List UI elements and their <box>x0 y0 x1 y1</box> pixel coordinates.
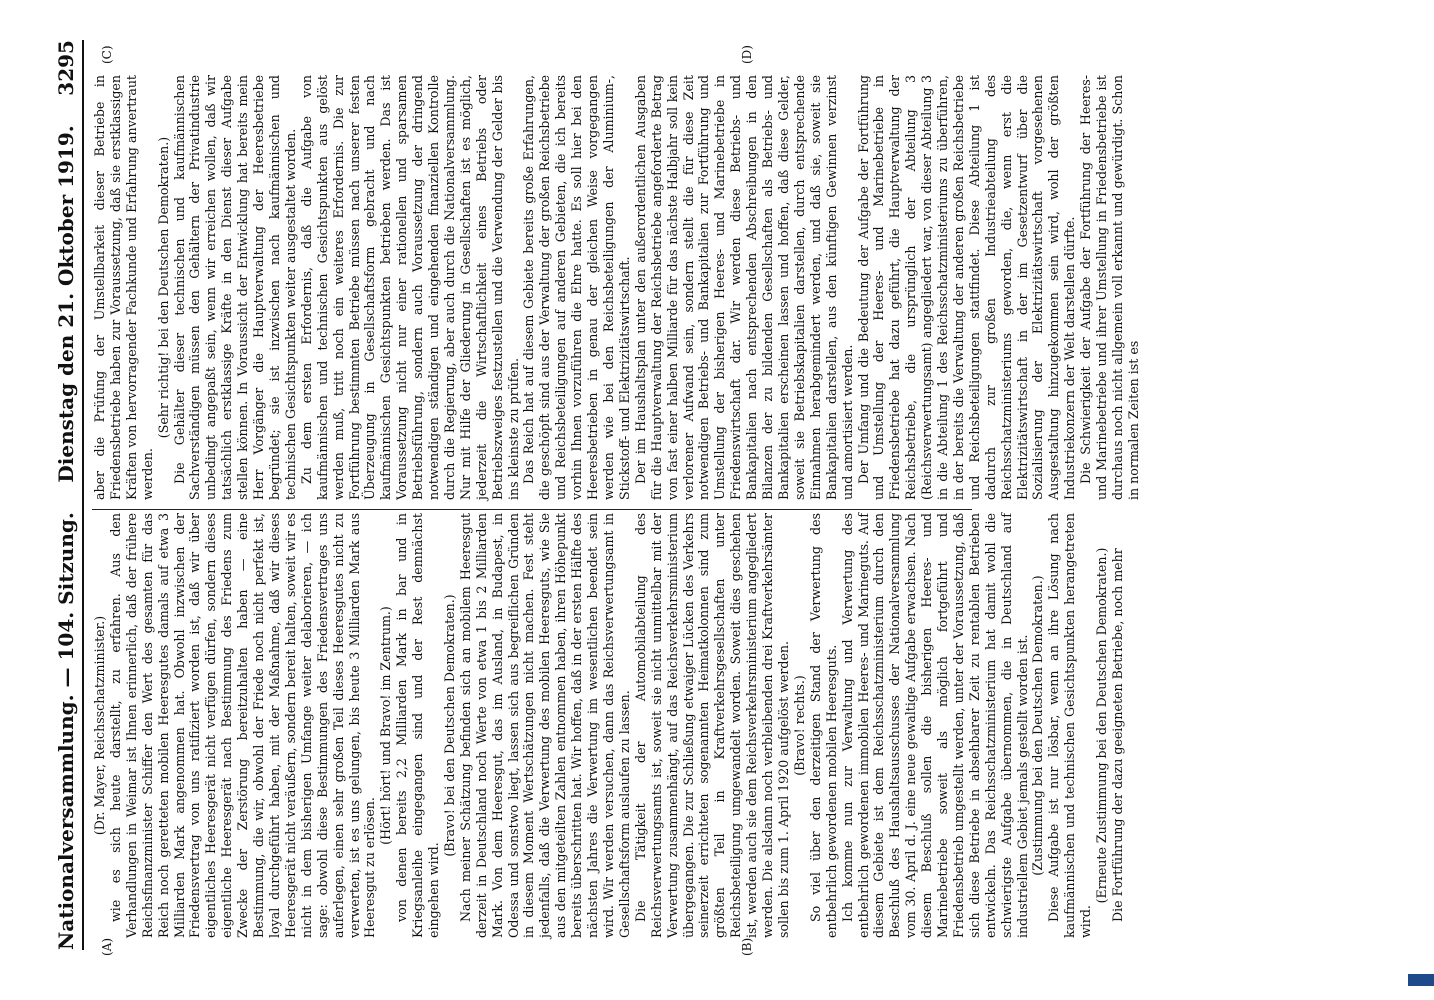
header-left: Nationalversammlung. — 104. Sitzung. <box>54 512 78 950</box>
margin-marker-d: (D) <box>740 45 754 64</box>
paragraph: Das Reich hat auf diesem Gebiete bereits große Erfahrungen, die geschöpft sind aus der Verwaltung der großen Reichsbetriebe und Reichsbeteiligungen auf anderen Gebieten, die ich bereits vorhin Ihnen vorzuführen die Ehre hatte. Es soll hier bei den Heeresbetrieben in genau der gleichen Weise vorgegangen werden wie bei den Reichsbeteiligungen der Aluminium-, Stickstoff- und Elektrizitätswirtschaft. <box>521 75 632 500</box>
paragraph: von denen bereits 2,2 Milliarden Mark in bar und in Kriegsanleihe eingegangen sind und der Rest demnächst eingehen wird. <box>394 513 442 938</box>
paragraph: (Bravo! bei den Deutschen Demokraten.) <box>441 594 457 857</box>
paragraph: Nach meiner Schätzung befinden sich an mobilem Heeresgut derzeit in Deutschland noch Werte von etwa 1 bis 2 Milliarden Mark. Von dem Heeresgut, das im Ausland, in Budapest, in Odessa und sonstwo liegt, lassen sich aus begreiflichen Gründen in diesem Moment Wertschätzungen nicht machen. Fest steht jedenfalls, daß die Verwertung des mobilen Heeresguts, wie Sie aus den mitgeteilten Zahlen entnommen haben, ihren Höhepunkt bereits überschritten hat. Wir hoffen, daß in der ersten Hälfte des nächsten Jahres die Verwertung im wesentlichen beendet sein wird. Wir werden versuchen, dann das Reichsverwertungsamt in Gesellschaftsform auslaufen zu lassen. <box>457 513 632 938</box>
paragraph: (Hört! hört! und Bravo! im Zentrum.) <box>378 606 394 845</box>
paragraph: (Bravo! rechts.) <box>791 675 807 776</box>
paragraph: (Sehr richtig! bei den Deutschen Demokraten.) <box>155 136 171 439</box>
paragraph: Der Umfang und die Bedeutung der Aufgabe der Fortführung und Umstellung der Heeres- und Marinebetriebe in Friedensbetriebe hat dazu geführt, die Hauptverwaltung der Reichsbetriebe, die ursprünglich der Abteilung 3 (Reichsverwertungsamt) angegliedert war, von dieser Abteilung 3 in die Abteilung 1 des Reichsschatzministeriums zu überführen, in der bereits die Verwaltung der anderen großen Reichsbetriebe und Reichsbeteiligungen stattfindet. Diese Abteilung 1 ist dadurch zur großen Industrieabteilung des Reichsschatzministeriums geworden, die, wenn erst die Elektrizitätswirtschaft in der im Gesetzentwurf über die Sozialisierung der Elektrizitätswirtschaft vorgesehenen Ausgestaltung hinzugekommen sein wird, wohl der größten Industriekonzern der Welt darstellen dürfte. <box>855 75 1078 500</box>
paragraph: Die Fortführung der dazu geeigneten Betriebe, noch mehr <box>1110 548 1125 922</box>
digitization-credit <box>1410 8 1430 988</box>
paragraph: Die Schwierigkeit der Aufgabe der Fortführung der Heeres- und Marinebetriebe und ihrer Umstellung in Friedensbetriebe ist durchaus noch nicht allgemein voll erkannt und gewürdigt. Schon in normalen Zeiten ist es <box>1078 75 1141 500</box>
margin-marker-b: (B) <box>740 937 754 956</box>
left-column <box>92 513 1126 938</box>
paragraph: Der im Haushaltsplan unter den außerordentlichen Ausgaben für die Hauptverwaltung der Reichsbetriebe angeforderte Betrag von fast einer halben Milliarde für das nächste Halbjahr soll kein verlorener Aufwand sein, sondern stellt die für diese Zeit notwendigen Betriebs- und Bankapitalien zur Fortführung und Umstellung der bisherigen Heeres- und Marinebetriebe in Friedenswirtschaft dar. Wir werden diese Betriebs- und Bankapitalien nach entsprechenden Abschreibungen in den Bilanzen der zu bildenden Gesellschaften als Betriebs- und Bankapitalien erscheinen lassen und hoffen, daß diese Gelder, soweit sie Betriebskapitalien darstellen, durch entsprechende Einnahmen herabgemindert werden, und daß sie, soweit sie Bankapitalien darstellen, aus den künftigen Gewinnen verzinst und amortisiert werden. <box>632 75 855 500</box>
paragraph: Die Tätigkeit der Automobilabteilung des Reichsverwertungsamts ist, soweit sie nicht unmittelbar mit der Verwertung zusammenhängt, auf das Reichsverkehrsministerium übergegangen. Die zur Schließung etwaiger Lücken des Verkehrs seinerzeit errichteten sogenannten Heimatkolonnen sind zum größten Teil in Kraftverkehrsgesellschaften unter Reichsbeteiligung umgewandelt worden. Soweit dies geschehen ist, werden auch sie dem Reichsverkehrsministerium angegliedert werden. Die alsdann noch verbleibenden drei Kraftverkehrsämter sollen bis zum 1. April 1920 aufgelöst werden. <box>632 513 791 938</box>
paragraph: (Zustimmung bei den Deutschen Demokraten.) <box>1030 575 1046 876</box>
paragraph: Ich komme nun zur Verwaltung und Verwertung des entbehrlich gewordenen immobilen Heeres- und Marineguts. Auf diesem Gebiete ist dem Reichsschatzministerium durch den Beschluß des Haushaltsausschusses der Nationalversammlung vom 30. April d. J. eine neue gewaltige Aufgabe erwachsen. Nach diesem Beschluß sollen die bisherigen Heeres- und Marinebetriebe soweit als möglich fortgeführt und Friedensbetrieb umgestellt werden, unter der Voraussetzung, daß sich diese Betriebe in absehbarer Zeit zu rentablen Betrieben entwickeln. Das Reichsschatzministerium hat damit wohl die schwierigste Aufgabe übernommen, die in Deutschland auf industriellem Gebiet jemals gestellt worden ist. <box>839 513 1030 938</box>
margin-marker-c: (C) <box>100 45 114 64</box>
page-header <box>52 40 84 950</box>
header-date: Dienstag den 21. Oktober 1919. <box>54 125 78 483</box>
paragraph: (Erneute Zustimmung bei den Deutschen Demokraten.) <box>1094 547 1110 904</box>
margin-marker-a: (A) <box>100 937 114 956</box>
paragraph: (Dr. Mayer, Reichsschatzminister.) <box>92 615 107 836</box>
right-column <box>92 75 1142 500</box>
column-divider <box>92 509 972 510</box>
paragraph: aber die Prüfung der Umstellbarkeit dieser Betriebe in Friedensbetriebe haben zur Voraussetzung, daß sie erstklassigen Kräften von hervorragender Fachkunde und Erfahrung anvertraut werden. <box>92 75 155 500</box>
dfg-logo <box>1408 974 1434 986</box>
paragraph: wie es sich heute darstellt, zu erfahren. Aus den Verhandlungen in Weimar ist Ihnen erinnerlich, daß der frühere Reichsfinanzminister Schiffer den Wert des gesamten für das Reich noch geretteten mobilen Heeresgutes damals auf etwa 3 Milliarden Mark angenommen hat. Obwohl inzwischen der Friedensvertrag von uns ratifiziert worden ist, daß wir über eigentliches Heeresgerät nicht verfügen dürfen, sondern dieses eigentliche Heeresgerät nach Bestimmung des Friedens zum Zwecke der Zerstörung bereitzuhalten haben — eine Bestimmung, die wir, obwohl der Friede noch nicht perfekt ist, loyal durchgeführt haben, mit der Maßnahme, daß wir dieses Heeresgerät nicht veräußern, sondern bereit halten, soweit wir es nicht in dem bisherigen Umfange weiter delaborieren, — ich sage: obwohl diese Bestimmungen des Friedensvertrages uns auferlegen, einen sehr großen Teil dieses Heeresgutes nicht zu verwerten, ist es uns gelungen, bis heute 3 Milliarden Mark aus Heeresgut zu erlösen. <box>107 513 378 938</box>
paragraph: Diese Aufgabe ist nur lösbar, wenn an ihre Lösung nach kaufmännischen und technischen Gesichtspunkten herangetreten wird. <box>1046 513 1094 938</box>
page-number: 3295 <box>54 40 78 96</box>
paragraph: So viel über den derzeitigen Stand der Verwertung des entbehrlich gewordenen mobilen Heeresguts. <box>807 513 839 938</box>
paragraph: Die Gehälter dieser technischen und kaufmännischen Sachverständigen müssen den Gehältern der Privatindustrie unbedingt angepaßt sein, wenn wir erreichen wollen, daß wir tatsächlich erstklassige Kräfte in den Dienst dieser Aufgabe stellen können. In Voraussicht der Entwicklung hat bereits mein Herr Vorgänger die Hauptverwaltung der Heeresbetriebe begründet; sie ist inzwischen nach kaufmännischen und technischen Gesichtspunkten weiter ausgestaltet worden. <box>171 75 298 500</box>
paragraph: Zu dem ersten Erfordernis, daß die Aufgabe von kaufmännischen und technischen Gesichtspunkten aus gelöst werden muß, tritt noch ein weiteres Erfordernis. Die zur Fortführung bestimmten Betriebe müssen nach unserer festen Überzeugung in Gesellschaftsform gebracht und nach kaufmännischen Gesichtspunkten betrieben werden. Das ist Voraussetzung nicht nur einer rationellen und sparsamen Betriebsführung, sondern auch Voraussetzung der dringend notwendigen ständigen und eingehenden finanziellen Kontrolle durch die Regierung, aber auch durch die Nationalversammlung. Nur mit Hilfe der Gliederung in Gesellschaften ist es möglich, jederzeit die Wirtschaftlichkeit eines Betriebs oder Betriebszweiges festzustellen und die Verwendung der Gelder bis ins kleinste zu prüfen. <box>298 75 521 500</box>
